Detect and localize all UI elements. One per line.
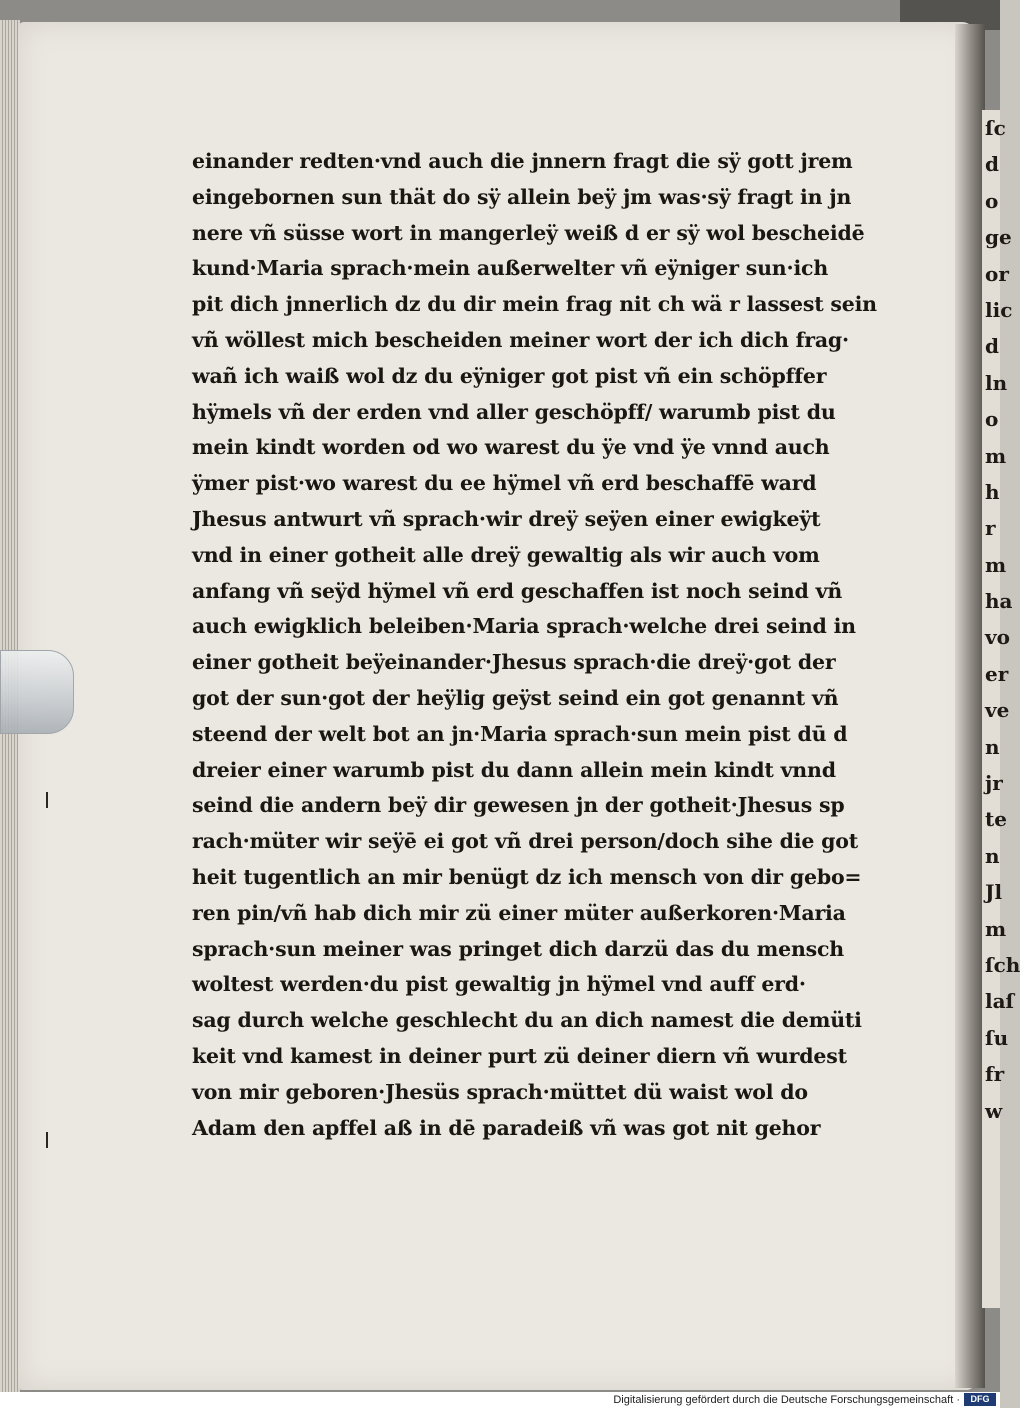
text-line: vnd in einer gotheit alle dreÿ gewaltig als wir auch vom xyxy=(192,542,820,567)
adjacent-page-fragment: ge xyxy=(985,225,1012,250)
adjacent-page-fragment: ſc xyxy=(985,116,1006,140)
adjacent-page-fragment: ſch xyxy=(985,952,1020,977)
text-line: dreier einer warumb pist du dann allein mein kindt vnnd xyxy=(192,757,836,782)
adjacent-page-fragment: ha xyxy=(985,589,1013,614)
ink-speck xyxy=(46,792,48,808)
text-line: seind die andern beÿ dir gewesen jn der gotheit·Jhesus sp xyxy=(192,793,845,818)
adjacent-page-fragment: r xyxy=(985,516,996,541)
funding-credit: Digitalisierung gefördert durch die Deutsche Forschungsgemeinschaft · xyxy=(613,1394,960,1406)
text-line: ÿmer pist·wo warest du ee hÿmel vñ erd beschaffē ward xyxy=(192,471,817,496)
adjacent-page-fragment: m xyxy=(985,443,1007,468)
adjacent-page-fragment: h xyxy=(985,479,1000,504)
digitization-footer xyxy=(0,1392,1000,1408)
adjacent-page-fragment: n xyxy=(985,843,1000,868)
adjacent-page-fragment: or xyxy=(985,261,1009,286)
text-line: keit vnd kamest in deiner purt zü deiner diern vñ wurdest xyxy=(192,1043,847,1068)
adjacent-page-fragment: w xyxy=(985,1098,1003,1123)
adjacent-page-fragment: o xyxy=(985,188,999,213)
adjacent-page-sliver xyxy=(982,110,1020,1308)
adjacent-page-fragment: ve xyxy=(985,698,1010,723)
adjacent-page-fragment: te xyxy=(985,807,1007,832)
text-line: eingebornen sun thät do sÿ allein beÿ jm was·sÿ fragt in jn xyxy=(192,184,852,209)
text-line: ren pin/vñ hab dich mir zü einer müter außerkoren·Maria xyxy=(192,900,846,925)
adjacent-page-fragment: lic xyxy=(985,297,1013,322)
text-line: einander redten·vnd auch die jnnern fragt die sÿ gott jrem xyxy=(192,149,853,173)
text-line: auch ewigklich beleiben·Maria sprach·welche drei seind in xyxy=(192,614,856,639)
book-gutter xyxy=(955,24,985,1388)
ink-speck xyxy=(46,1132,48,1148)
adjacent-page-fragment: n xyxy=(985,734,1000,759)
text-line: Adam den apffel aß in dē paradeiß vñ was got nit gehor xyxy=(192,1115,821,1140)
adjacent-page-fragment: ln xyxy=(985,370,1008,395)
text-line: nere vñ süsse wort in mangerleÿ weiß d er sÿ wol bescheidē xyxy=(192,220,865,245)
text-line: kund·Maria sprach·mein außerwelter vñ eÿniger sun·ich xyxy=(192,256,829,281)
text-line: pit dich jnnerlich dz du dir mein frag nit ch wä r lassest sein xyxy=(192,292,877,317)
text-line: einer gotheit beÿeinander·Jhesus sprach·die dreÿ·got der xyxy=(192,650,836,675)
adjacent-page-fragment: laſ xyxy=(985,989,1015,1014)
text-line: woltest werden·du pist gewaltig jn hÿmel vnd auff erd· xyxy=(192,972,806,997)
adjacent-page-fragment: d xyxy=(985,334,999,359)
text-line: mein kindt worden od wo warest du ÿe vnd ÿe vnnd auch xyxy=(192,435,830,460)
text-line: Jhesus antwurt vñ sprach·wir dreÿ seÿen einer ewigkeÿt xyxy=(192,506,821,531)
adjacent-page-fragment: Jl xyxy=(985,880,1003,905)
text-line: steend der welt bot an jn·Maria sprach·sun mein pist dū d xyxy=(192,721,848,746)
text-line: heit tugentlich an mir benügt dz ich mensch von dir gebo= xyxy=(192,864,862,889)
adjacent-page-fragment: er xyxy=(985,661,1009,686)
text-line: von mir geboren·Jhesüs sprach·müttet dü waist wol do xyxy=(192,1079,808,1104)
adjacent-page-fragment: m xyxy=(985,916,1007,941)
text-line: sprach·sun meiner was pringet dich darzü das du mensch xyxy=(192,936,844,961)
adjacent-page-fragment: jr xyxy=(985,771,1003,796)
text-line: anfang vñ seÿd hÿmel vñ erd geschaffen ist noch seind vñ xyxy=(192,578,843,603)
text-line: hÿmels vñ der erden vnd aller geschöpff/ warumb pist du xyxy=(192,399,836,424)
adjacent-page-fragment: ſu xyxy=(985,1025,1009,1050)
adjacent-page-fragment: d xyxy=(985,152,999,177)
dfg-logo: DFG xyxy=(964,1393,996,1406)
text-block xyxy=(192,144,912,1146)
adjacent-page-fragment: vo xyxy=(985,625,1010,650)
adjacent-page-fragment: o xyxy=(985,407,999,432)
text-line: sag durch welche geschlecht du an dich namest die demüti xyxy=(192,1008,862,1033)
adjacent-page-fragment: fr xyxy=(985,1062,1005,1087)
adjacent-page-fragment: m xyxy=(985,552,1007,577)
text-line: vñ wöllest mich bescheiden meiner wort der ich dich frag· xyxy=(192,327,849,352)
text-line: wañ ich waiß wol dz du eÿniger got pist vñ ein schöpffer xyxy=(192,363,827,388)
text-line: got der sun·got der heÿlig geÿst seind ein got genannt vñ xyxy=(192,685,839,710)
bookmark-clip xyxy=(0,650,74,734)
text-line: rach·müter wir seÿē ei got vñ drei person/doch sihe die got xyxy=(192,829,859,854)
